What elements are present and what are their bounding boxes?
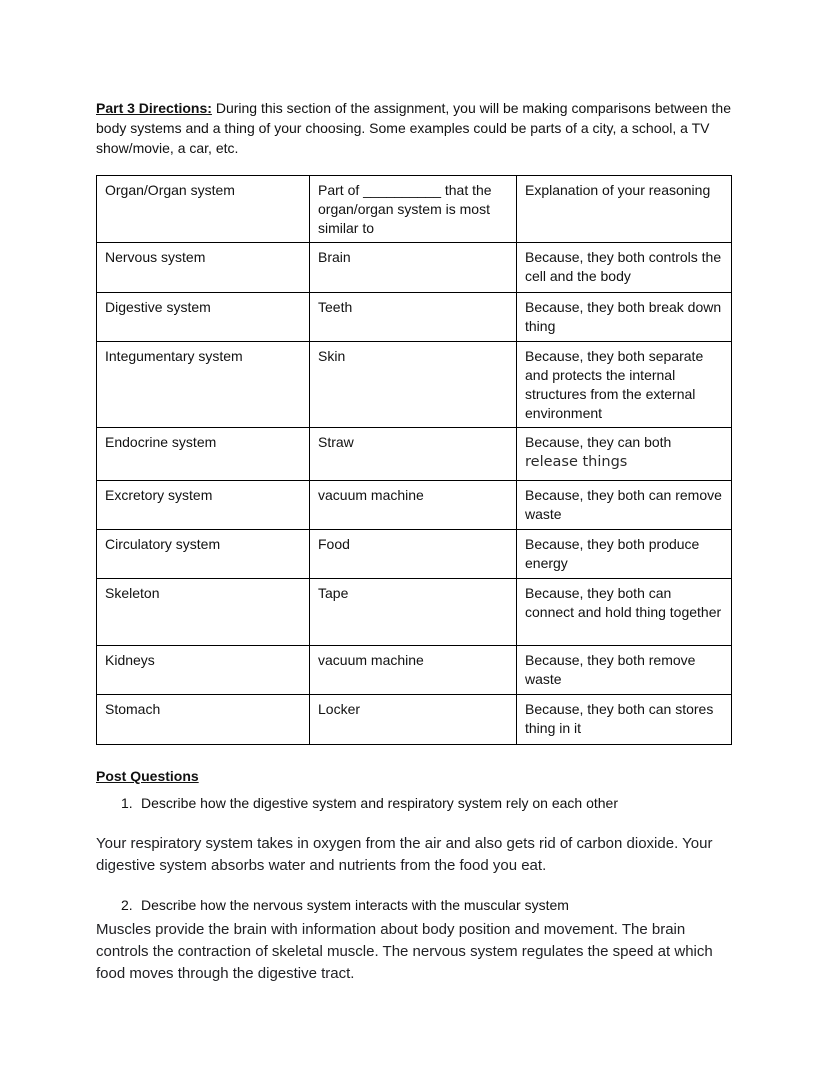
cell-part: vacuum machine [310, 481, 517, 530]
cell-explanation: Because, they both break down thing [517, 293, 732, 342]
cell-explanation: Because, they both controls the cell and the body [517, 243, 732, 293]
table-row-skeleton [97, 579, 732, 646]
cell-part: Brain [310, 243, 517, 293]
table-row-endocrine-system [97, 428, 732, 481]
cell-part: Straw [310, 428, 517, 481]
post-questions-heading: Post Questions [96, 768, 199, 784]
cell-organ: Excretory system [97, 481, 310, 530]
table-header-explanation: Explanation of your reasoning [517, 176, 732, 243]
table-header-organ: Organ/Organ system [97, 176, 310, 243]
cell-explanation: Because, they both can remove waste [517, 481, 732, 530]
table-header-row [97, 176, 732, 243]
directions-label: Part 3 Directions: [96, 100, 212, 116]
table-row-digestive-system [97, 293, 732, 342]
cell-explanation: Because, they both produce energy [517, 530, 732, 579]
question-1-text: Describe how the digestive system and respiratory system rely on each other [141, 795, 618, 811]
cell-part: Food [310, 530, 517, 579]
directions-text: During this section of the assignment, you will be making comparisons between the body systems and a thing of your choosing. Some examples could be parts of a city, a school, a TV show/movie, a car, etc. [96, 100, 731, 156]
table-row-nervous-system [97, 243, 732, 293]
cell-explanation-alt-text: release things [525, 454, 628, 470]
cell-organ: Skeleton [97, 579, 310, 646]
cell-explanation: Because, they both remove waste [517, 646, 732, 695]
cell-part: Locker [310, 695, 517, 745]
cell-organ: Integumentary system [97, 342, 310, 428]
question-2-number: 2. [121, 897, 133, 913]
table-row-kidneys [97, 646, 732, 695]
cell-part: Skin [310, 342, 517, 428]
cell-explanation: Because, they both can connect and hold thing together [517, 579, 732, 646]
cell-organ: Nervous system [97, 243, 310, 293]
cell-organ: Digestive system [97, 293, 310, 342]
question-1-number: 1. [121, 795, 133, 811]
table-row-circulatory-system [97, 530, 732, 579]
answer-2: Muscles provide the brain with information about body position and movement. The brain controls the contraction of skeletal muscle. The nervous system regulates the speed at which food moves through the digestive tract. [96, 921, 713, 982]
cell-organ: Kidneys [97, 646, 310, 695]
cell-organ: Endocrine system [97, 428, 310, 481]
cell-explanation: Because, they both can stores thing in it [517, 695, 732, 745]
comparison-table [96, 175, 732, 745]
table-row-stomach [97, 695, 732, 745]
cell-organ: Stomach [97, 695, 310, 745]
question-2-text: Describe how the nervous system interacts with the muscular system [141, 897, 569, 913]
cell-part: Teeth [310, 293, 517, 342]
table-header-part: Part of __________ that the organ/organ system is most similar to [310, 176, 517, 243]
table-row-excretory-system [97, 481, 732, 530]
cell-part: vacuum machine [310, 646, 517, 695]
cell-part: Tape [310, 579, 517, 646]
cell-explanation: Because, they both separate and protects the internal structures from the external environment [517, 342, 732, 428]
question-1 [96, 793, 731, 813]
cell-explanation [517, 428, 732, 481]
cell-explanation-text: Because, they can both [525, 434, 672, 450]
table-row-integumentary-system [97, 342, 732, 428]
cell-organ: Circulatory system [97, 530, 310, 579]
question-2 [96, 895, 731, 915]
answer-1: Your respiratory system takes in oxygen from the air and also gets rid of carbon dioxide. Your digestive system absorbs water and nutrients from the food you eat. [96, 835, 713, 874]
directions-paragraph [96, 98, 731, 158]
